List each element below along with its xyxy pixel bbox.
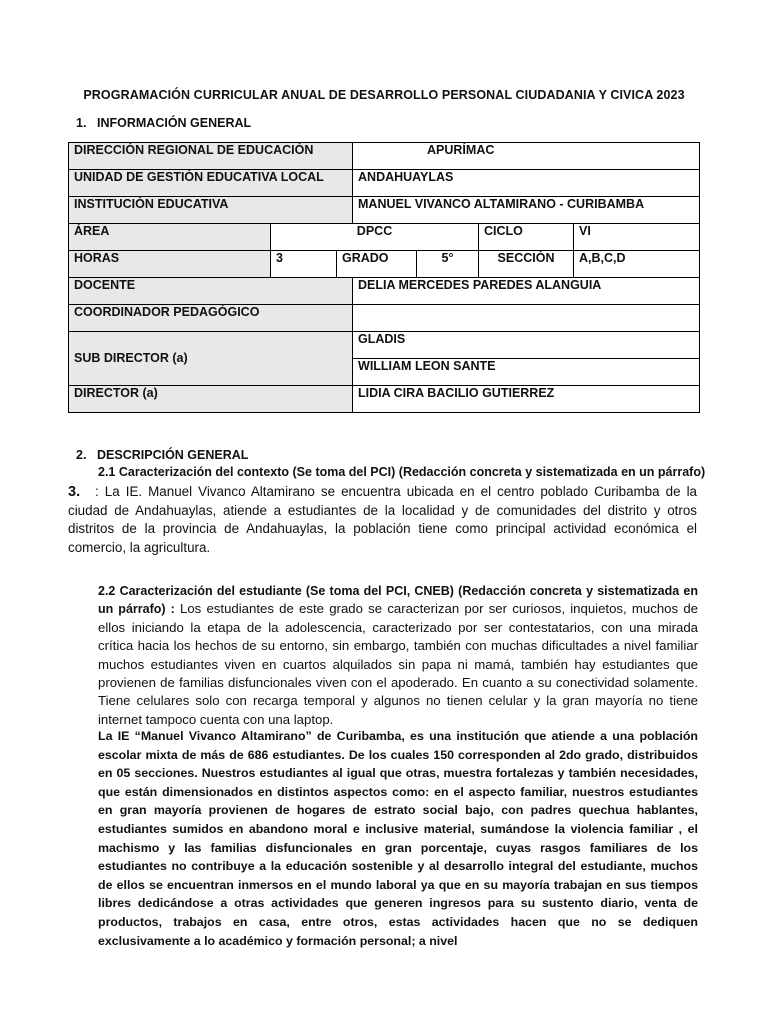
table-row — [69, 197, 700, 224]
table-row — [69, 305, 700, 332]
student-characterization-text: Los estudiantes de este grado se caracterizan por ser curiosos, inquietos, muchos de ellos iniciando la etapa de la adolescencia, caracterizado por ser contestatarios, con una mirada crítica hacia los hechos de su entorno, sin embargo, también con muchas dificultades a nivel familiar muchos estudiantes viven en cuartos alquilados sin papa ni mamá, también hay estudiantes que provienen de familias disfuncionales viven con el apoderado. En cuanto a su conectividad solamente. Tiene celulares solo con recarga temporal y algunos no tienen celular y la gran mayoría no tiene internet tampoco cuenta con una laptop. — [98, 601, 699, 727]
subsection-2-2-heading: 2.2 Caracterización del estudiante (Se toma del PCI, CNEB) (Redacción concreta y sistematizada en un párrafo) : — [98, 584, 698, 617]
ugel-value: ANDAHUAYLAS — [353, 170, 700, 197]
table-row — [69, 143, 700, 170]
section-1-number: 1. — [76, 116, 87, 130]
table-row — [69, 332, 700, 359]
seccion-value: A,B,C,D — [574, 251, 700, 278]
student-characterization-paragraph — [98, 582, 698, 729]
general-info-table — [68, 142, 700, 413]
table-row — [69, 386, 700, 413]
ie-value: MANUEL VIVANCO ALTAMIRANO - CURIBAMBA — [353, 197, 700, 224]
context-paragraph — [68, 483, 697, 557]
coordinador-label: COORDINADOR PEDAGÓGICO — [69, 305, 353, 332]
horas-label: HORAS — [69, 251, 271, 278]
institution-paragraph: La IE “Manuel Vivanco Altamirano” de Curibamba, es una institución que atiende a una población escolar mixta de más de 686 estudiantes. De los cuales 150 corresponden al 2do grado, distribuidos en 05 secciones. Nuestros estudiantes al igual que otras, muestra fortalezas y también necesidades, que están dimensionados en distintos aspectos como: en el aspecto familiar, nuestros estudiantes en gran mayoría provienen de hogares de estrato social bajo, con padres quechua hablantes, estudiantes sumidos en abandono moral e inclusive material, sumándose la violencia familiar , el machismo y las familias disfuncionales en gran porcentaje, cuyas rasgos familiares de los estudiantes no contribuye a la educación sostenible y al desarrollo integral del estudiante, muchos de ellos se encuentran inmersos en el mundo laboral ya que en su mayoría trabajan en sus tiempos libres dedicándose a otras actividades que generen ingresos para su sustento diario, venta de productos, trabajos en casa, entre otros, estas actividades hacen que no se dediquen exclusivamente a lo académico y formación personal; a nivel — [98, 729, 698, 948]
director-value: LIDIA CIRA BACILIO GUTIERREZ — [353, 386, 700, 413]
director-label: DIRECTOR (a) — [69, 386, 353, 413]
grado-label: GRADO — [337, 251, 417, 278]
area-value: DPCC — [271, 224, 479, 251]
grado-value: 5° — [417, 251, 479, 278]
ugel-label: UNIDAD DE GESTIÓN EDUCATIVA LOCAL — [69, 170, 353, 197]
context-text: : La IE. Manuel Vivanco Altamirano se encuentra ubicada en el centro poblado Curibamba de la ciudad de Andahuaylas, atiende a estudiantes de la localidad y de comunidades del distrito y otros distritos de la provincia de Andahuaylas, la población tiene como principal actividad económica el comercio, la agricultura. — [68, 484, 697, 555]
document-title: PROGRAMACIÓN CURRICULAR ANUAL DE DESARROLLO PERSONAL CIUDADANIA Y CIVICA 2023 — [83, 88, 685, 102]
ciclo-label: CICLO — [479, 224, 574, 251]
section-2-number: 2. — [76, 448, 87, 462]
table-row — [69, 251, 700, 278]
paragraph-number: 3. — [68, 484, 81, 500]
dre-label: DIRECCIÓN REGIONAL DE EDUCACIÓN — [69, 143, 353, 170]
table-row — [69, 278, 700, 305]
area-label: ÁREA — [69, 224, 271, 251]
horas-value: 3 — [271, 251, 337, 278]
subsection-2-1-heading: 2.1 Caracterización del contexto (Se toma del PCI) (Redacción concreta y sistematizada en un párrafo) — [98, 465, 706, 479]
docente-value: DELIA MERCEDES PAREDES ALANGUIA — [353, 278, 700, 305]
coordinador-value — [353, 305, 700, 332]
section-1-heading — [76, 116, 251, 130]
section-1-title: INFORMACIÓN GENERAL — [97, 116, 252, 130]
section-2-heading — [76, 448, 248, 462]
ie-label: INSTITUCIÓN EDUCATIVA — [69, 197, 353, 224]
docente-label: DOCENTE — [69, 278, 353, 305]
table-row — [69, 170, 700, 197]
ciclo-value: VI — [574, 224, 700, 251]
seccion-label: SECCIÓN — [479, 251, 574, 278]
subdirector-value-2: WILLIAM LEON SANTE — [353, 359, 700, 386]
subdirector-label: SUB DIRECTOR (a) — [69, 332, 353, 386]
table-row — [69, 224, 700, 251]
section-2-title: DESCRIPCIÓN GENERAL — [97, 448, 249, 462]
subdirector-value-1: GLADIS — [353, 332, 700, 359]
dre-value: APURÍMAC — [353, 143, 700, 170]
